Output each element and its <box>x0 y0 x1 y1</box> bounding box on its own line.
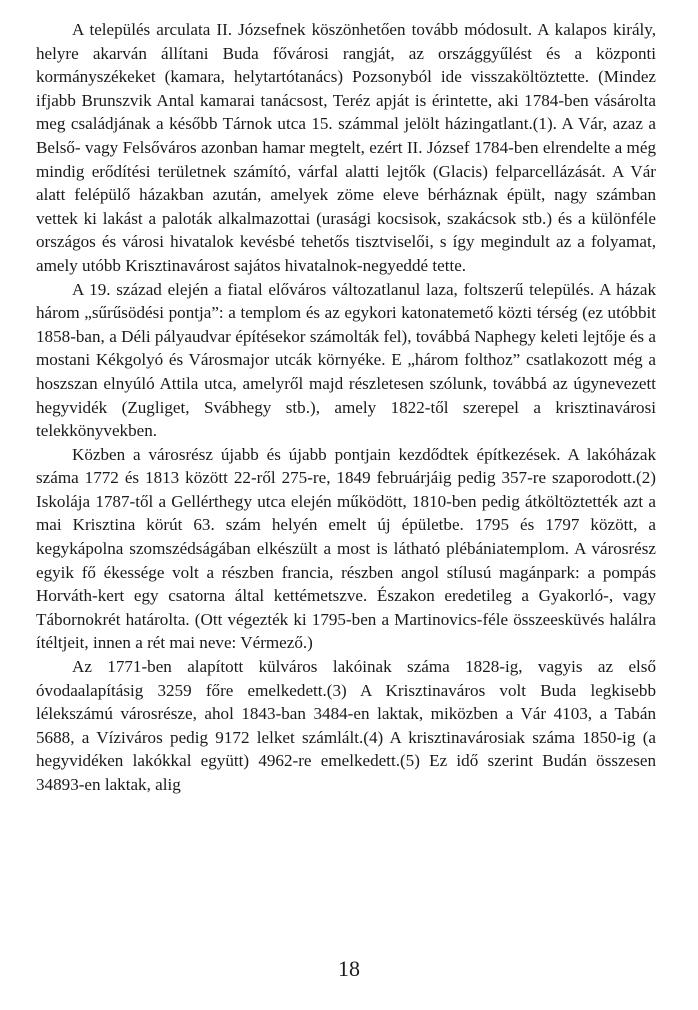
paragraph-2: A 19. század elején a fiatal előváros változatlanul laza, foltszerű település. A házak három „sűrűsödési pontja”: a templom és az egykori katonatemető közti térség (ez utóbbit 1858-ban, a Déli pályaudvar építésekor számolták fel), továbbá Naphegy keleti lejtője és a mostani Kékgolyó és Városmajor utcák környéke. E „három folthoz” csatlakozott még a hoszszan elnyúló Attila utca, amelyről majd részletesen szólunk, továbbá az úgynevezett hegyvidék (Zugliget, Svábhegy stb.), amely 1822-től szerepel a krisztinavárosi telekkönyvekben. <box>36 279 656 441</box>
paragraph-1: A település arculata II. Józsefnek köszönhetően tovább módosult. A kalapos király, helyre akarván állítani Buda fővárosi rangját, az országgyűlést és a központi kormányszékeket (kamara, helytartótanács) Pozsonyból ide visszaköltöztette. (Mindez ifjabb Brunszvik Antal kamarai tanácsost, Teréz apját is érintette, aki 1784-ben vásárolta meg családjának a később Tárnok utca 15. számmal jelölt házingatlant.(1). A Vár, azaz a Belső- vagy Felsőváros azonban hamar megtelt, ezért II. József 1784-ben elrendelte a még mindig erődítési területnek számító, várfal alatti lejtők (Glacis) felparcellázását. A Vár alatt felépülő házakban azután, amelyek zöme eleve bérháznak épült, nagy számban vettek ki lakást a paloták alkalmazottai (urasági kocsisok, szakácsok stb.) és a különféle országos és városi hivatalok kevésbé tehetős tisztviselői, s így megindult az a folyamat, amely utóbb Krisztinavárost sajátos hivatalnok-negyeddé tette. <box>36 20 656 275</box>
paragraph-4: Az 1771-ben alapított külváros lakóinak száma 1828-ig, vagyis az első óvodaalapításig 3259 főre emelkedett.(3) A Krisztinaváros volt Buda legkisebb lélekszámú városrésze, ahol 1843-ban 3484-en laktak, miközben a Vár 4103, a Tabán 5688, a Víziváros pedig 9172 lelket számlált.(4) A krisztinavárosiak száma 1850-ig (a hegyvidéken lakókkal együtt) 4962-re emelkedett.(5) Ez idő szerint Budán összesen 34893-en laktak, alig <box>36 657 656 794</box>
paragraph-3: Közben a városrész újabb és újabb pontjain kezdődtek építkezések. A lakóházak száma 1772 és 1813 között 22-ről 275-re, 1849 februárjáig pedig 357-re szaporodott.(2) Iskolája 1787-től a Gellérthegy utca elején működött, 1810-ben pedig átköltöztették azt a mai Krisztina körút 63. szám helyén emelt új épületbe. 1795 és 1797 között, a kegykápolna szomszédságában elkészült a most is látható plébániatemplom. A városrész egyik fő ékessége volt a részben francia, részben angol stílusú magánpark: a pompás Horváth-kert egy csatorna által kettémetszve. Északon eredetileg a Gyakorló-, vagy Tábornokrét határolta. (Ott végezték ki 1795-ben a Martinovics-féle összeesküvés halálra ítéltjeit, innen a rét mai neve: Vérmező.) <box>36 444 656 653</box>
page-body <box>36 18 656 797</box>
page-number: 18 <box>338 956 360 981</box>
